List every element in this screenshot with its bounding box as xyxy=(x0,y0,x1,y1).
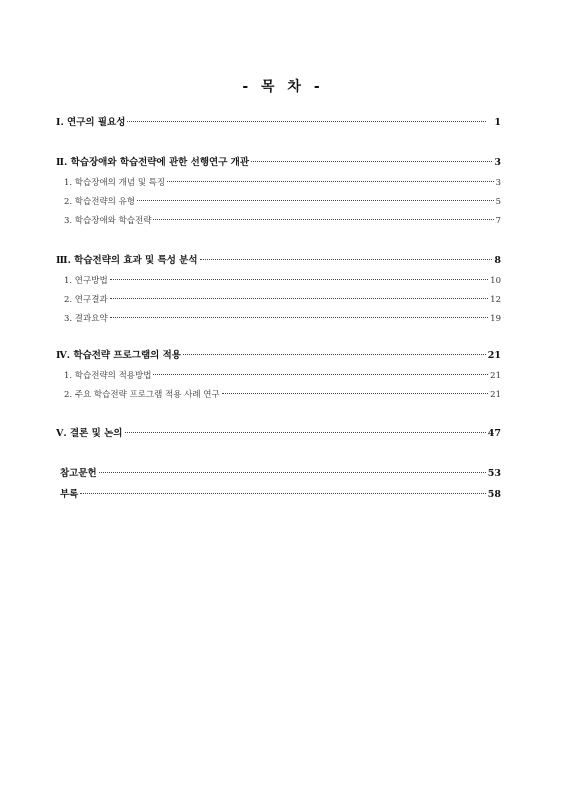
toc-entry-label: 1. 연구방법 xyxy=(64,276,108,286)
dot-leader xyxy=(110,278,489,280)
dot-leader xyxy=(153,218,493,220)
toc-entry-section-4-2[interactable] xyxy=(64,389,501,401)
toc-entry-section-2-2[interactable] xyxy=(64,196,501,208)
dot-leader xyxy=(110,297,489,299)
toc-entry-page: 12 xyxy=(490,295,501,305)
toc-entry-appendix[interactable] xyxy=(60,489,501,501)
toc-entry-label: Ⅲ. 학습전략의 효과 및 특성 분석 xyxy=(56,255,198,266)
toc-entry-page: 21 xyxy=(490,371,501,381)
toc-entry-chapter-3[interactable] xyxy=(56,255,501,267)
toc-entry-label: 2. 주요 학습전략 프로그램 적용 사례 연구 xyxy=(64,390,220,400)
toc-entry-label: 1. 학습장애의 개념 및 특징 xyxy=(64,178,166,188)
toc-entry-section-3-1[interactable] xyxy=(64,275,501,287)
toc-entry-label: Ⅰ. 연구의 필요성 xyxy=(56,117,126,128)
toc-entry-page: 5 xyxy=(495,197,501,207)
toc-entry-page: 53 xyxy=(487,468,501,479)
toc-entry-chapter-1[interactable] xyxy=(56,117,501,129)
toc-entry-page: 3 xyxy=(494,157,501,168)
dot-leader xyxy=(137,199,494,201)
toc-entry-chapter-4[interactable] xyxy=(56,350,501,362)
dot-leader xyxy=(200,258,493,260)
toc-entry-label: 2. 연구결과 xyxy=(64,295,108,305)
dot-leader xyxy=(167,180,494,182)
toc-entry-page: 21 xyxy=(490,390,501,400)
toc-entry-page: 8 xyxy=(494,255,501,266)
toc-entry-section-2-3[interactable] xyxy=(64,215,501,227)
toc-entry-label: Ⅱ. 학습장애와 학습전략에 관한 선행연구 개관 xyxy=(56,157,250,168)
dot-leader xyxy=(110,316,489,318)
toc-entry-page: 47 xyxy=(487,428,501,439)
toc-entry-page: 21 xyxy=(487,350,501,361)
dot-leader xyxy=(127,120,486,122)
toc-entry-chapter-5[interactable] xyxy=(56,428,501,440)
toc-entry-page: 1 xyxy=(494,117,501,128)
toc-entry-label: Ⅴ. 결론 및 논의 xyxy=(56,428,123,439)
toc-entry-page: 58 xyxy=(487,489,501,500)
toc-entry-page: 7 xyxy=(495,216,501,226)
toc-entry-label: 3. 결과요약 xyxy=(64,314,108,324)
toc-entry-page: 3 xyxy=(495,178,501,188)
dot-leader xyxy=(183,353,486,355)
toc-entry-label: 3. 학습장애와 학습전략 xyxy=(64,216,152,226)
toc-entry-label: Ⅳ. 학습전략 프로그램의 적용 xyxy=(56,350,181,361)
dot-leader xyxy=(125,431,486,433)
toc-entry-section-4-1[interactable] xyxy=(64,370,501,382)
dot-leader xyxy=(251,160,492,162)
toc-entry-label: 참고문헌 xyxy=(60,468,97,479)
dot-leader xyxy=(80,492,485,494)
toc-entry-page: 10 xyxy=(490,276,501,286)
toc-entry-label: 부록 xyxy=(60,489,79,500)
toc-entry-references[interactable] xyxy=(60,468,501,480)
toc-entry-section-3-2[interactable] xyxy=(64,294,501,306)
dot-leader xyxy=(222,392,488,394)
toc-entry-label: 1. 학습전략의 적용방법 xyxy=(64,371,152,381)
dot-leader xyxy=(99,471,486,473)
toc-entry-page: 19 xyxy=(490,314,501,324)
toc-entry-chapter-2[interactable] xyxy=(56,157,501,169)
toc-title: - 목 차 - xyxy=(242,79,324,95)
toc-entry-label: 2. 학습전략의 유형 xyxy=(64,197,135,207)
dot-leader xyxy=(153,373,488,375)
toc-entry-section-2-1[interactable] xyxy=(64,177,501,189)
toc-entry-section-3-3[interactable] xyxy=(64,313,501,325)
